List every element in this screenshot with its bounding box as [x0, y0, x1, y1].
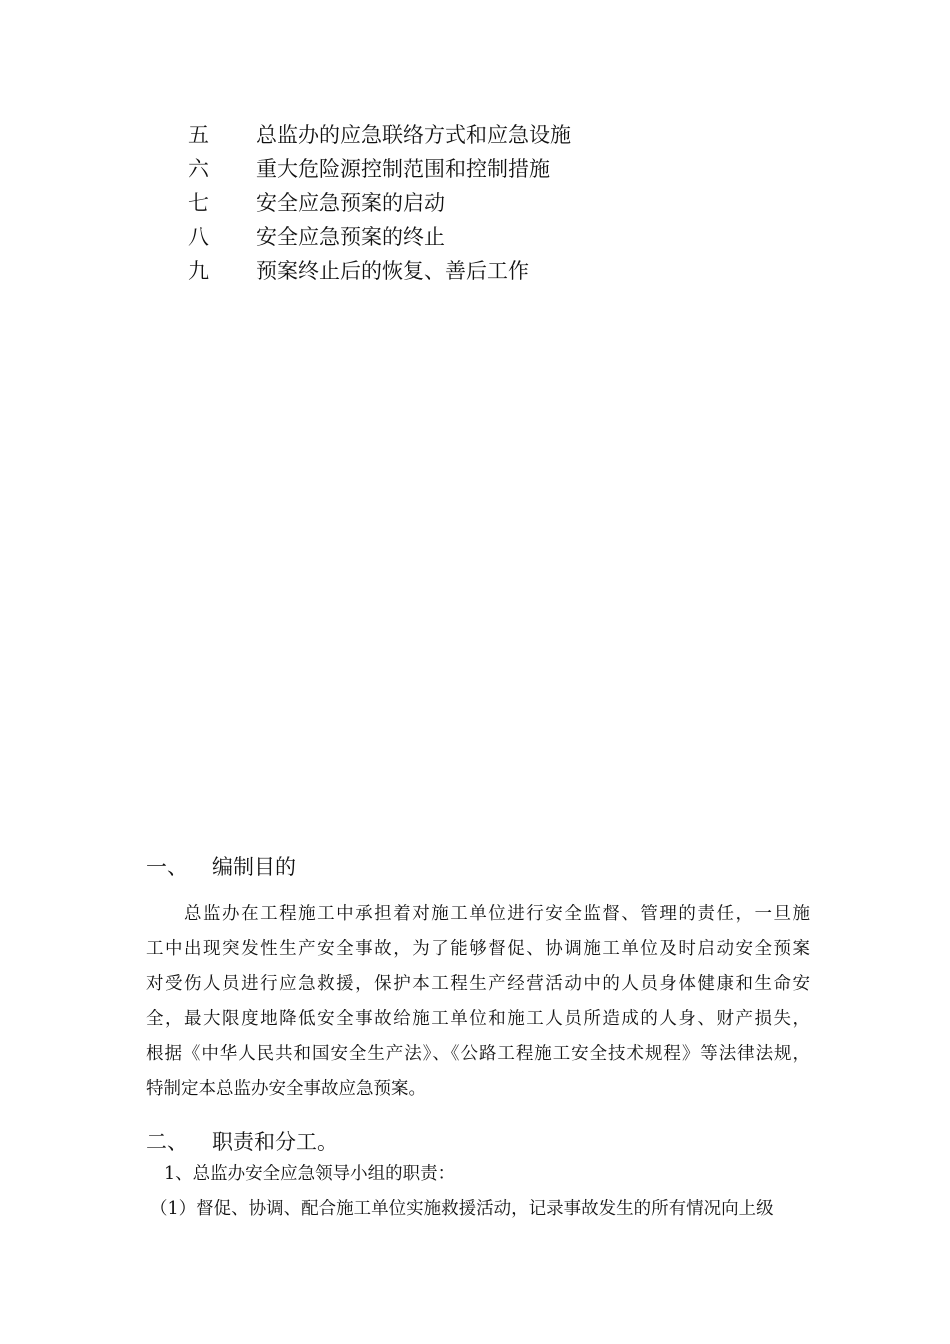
paragraph-line: 工中出现突发性生产安全事故，为了能够督促、协调施工单位及时启动安全预案	[146, 939, 810, 959]
paragraph-line: 总监办在工程施工中承担着对施工单位进行安全监督、管理的责任，一旦施	[146, 904, 810, 924]
toc-item-text: 预案终止后的恢复、善后工作	[256, 259, 529, 283]
section-heading-1	[146, 851, 296, 881]
toc-item-number: 七	[188, 191, 209, 215]
section-number: 二、	[146, 1130, 188, 1154]
section-title: 编制目的	[212, 855, 296, 879]
toc-item-text: 安全应急预案的终止	[256, 225, 445, 249]
toc-item-number: 六	[188, 157, 209, 181]
paragraph-line: 对受伤人员进行应急救援，保护本工程生产经营活动中的人员身体健康和生命安	[146, 974, 810, 994]
toc-item	[188, 117, 571, 151]
section-number: 一、	[146, 855, 188, 879]
toc-item-text: 总监办的应急联络方式和应急设施	[256, 123, 571, 147]
paragraph-line: 全，最大限度地降低安全事故给施工单位和施工人员所造成的人身、财产损失，	[146, 1009, 810, 1029]
section-heading-2	[146, 1126, 338, 1156]
toc-item-text: 安全应急预案的启动	[256, 191, 445, 215]
toc-item-number: 五	[188, 123, 209, 147]
toc-item	[188, 253, 571, 287]
body-paragraph	[146, 897, 810, 1107]
toc-item	[188, 219, 571, 253]
paragraph-line: 特制定本总监办安全事故应急预案。	[146, 1079, 426, 1099]
paragraph-line: 根据《中华人民共和国安全生产法》、《公路工程施工安全技术规程》等法律法规，	[146, 1044, 810, 1064]
toc-item	[188, 151, 571, 185]
toc-item-text: 重大危险源控制范围和控制措施	[256, 157, 550, 181]
toc-item-number: 八	[188, 225, 209, 249]
list-item: （1）督促、协调、配合施工单位实施救援活动，记录事故发生的所有情况向上级	[150, 1199, 774, 1219]
toc-item-number: 九	[188, 259, 209, 283]
list-item: 1、总监办安全应急领导小组的职责：	[164, 1164, 456, 1184]
section-title: 职责和分工。	[212, 1130, 338, 1154]
table-of-contents	[188, 117, 571, 287]
toc-item	[188, 185, 571, 219]
